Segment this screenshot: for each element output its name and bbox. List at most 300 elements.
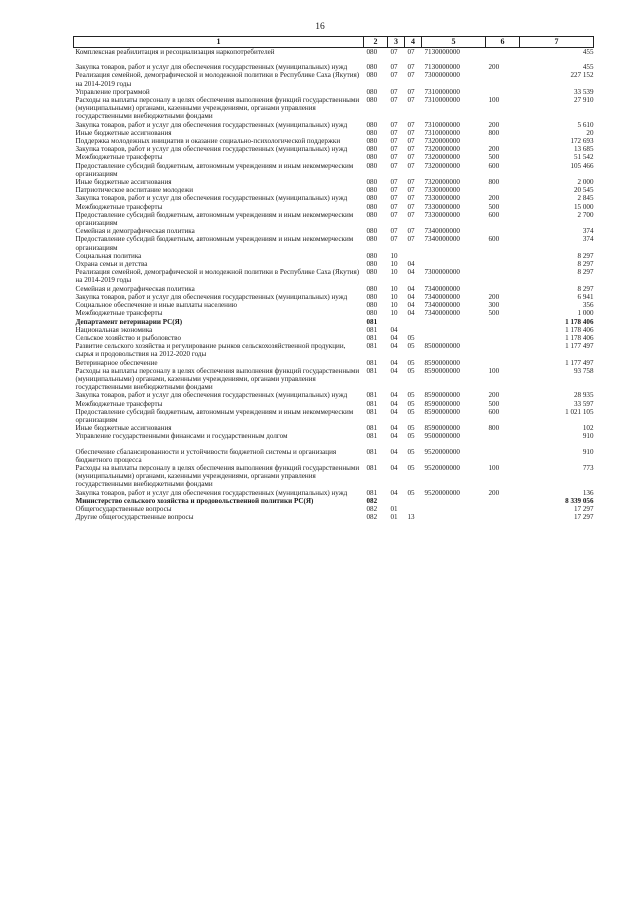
ministry-code-cell: 081 (366, 407, 378, 416)
ministry-code-cell: 081 (366, 432, 378, 441)
ministry-code-cell: 080 (366, 63, 378, 72)
target-article-cell (422, 505, 486, 513)
subsection-code-cell: 07 (407, 71, 415, 80)
subsection-code-cell (405, 252, 422, 260)
expense-name-cell: Межбюджетные трансферты (75, 202, 163, 211)
target-article-cell: 7340000000 (424, 301, 460, 310)
section-code-cell: 04 (390, 488, 398, 497)
table-row (74, 48, 594, 57)
amount-cell: 1 177 497 (565, 358, 594, 367)
target-article-cell: 7130000000 (424, 48, 460, 56)
subsection-code-cell: 04 (407, 292, 415, 301)
amount-cell: 6 941 (577, 292, 594, 301)
section-code-cell: 07 (390, 96, 398, 105)
table-row (74, 285, 594, 293)
amount-cell: 374 (582, 235, 594, 244)
subsection-code-cell: 07 (407, 120, 415, 129)
section-code-cell: 04 (390, 407, 398, 416)
table-row (74, 432, 594, 440)
ministry-code-cell: 080 (366, 161, 378, 170)
section-code-cell: 10 (390, 309, 398, 318)
expense-name-cell: Предоставление субсидий бюджетным, автономным учреждениям и иным некоммерческим организациям (75, 161, 354, 178)
expense-name-cell: Предоставление субсидий бюджетным, автономным учреждениям и иным некоммерческим организациям (75, 210, 354, 228)
expense-type-cell: 800 (488, 424, 500, 433)
expense-name-cell: Реализация семейной, демографической и молодежной политики в Республике Саха (Якутия) на 2014-2019 годы (75, 71, 360, 88)
header-col-7: 7 (520, 37, 594, 48)
expense-name-cell: Закупка товаров, работ и услуг для обеспечения государственных (муниципальных) нужд (75, 292, 348, 301)
expense-type-cell: 100 (488, 463, 500, 472)
table-row (74, 505, 594, 513)
table-row (74, 400, 594, 408)
subsection-code-cell: 05 (407, 407, 415, 416)
expense-name-cell: Иные бюджетные ассигнования (75, 424, 172, 433)
subsection-code-cell: 07 (407, 161, 415, 170)
ministry-code-cell: 080 (366, 268, 378, 277)
subsection-code-cell: 05 (407, 366, 415, 375)
subsection-code-cell: 04 (407, 284, 415, 293)
ministry-code-cell: 080 (366, 210, 378, 219)
subsection-code-cell: 04 (407, 268, 415, 277)
expense-type-cell (486, 432, 520, 440)
target-article-cell: 7130000000 (424, 63, 460, 72)
expense-type-cell: 100 (488, 96, 500, 105)
target-article-cell: 9520000000 (424, 463, 460, 472)
subsection-code-cell: 07 (407, 210, 415, 219)
section-code-cell: 07 (390, 202, 398, 211)
section-code-cell: 04 (390, 447, 398, 456)
ministry-code-cell: 081 (366, 399, 378, 408)
target-article-cell: 8500000000 (424, 342, 460, 351)
section-code-cell: 07 (390, 161, 398, 170)
target-article-cell: 9520000000 (424, 447, 460, 456)
subsection-code-cell (405, 318, 422, 326)
amount-cell: 20 (586, 128, 594, 137)
target-article-cell: 9520000000 (424, 488, 460, 497)
ministry-code-cell: 080 (366, 71, 378, 80)
expense-name-cell: Расходы на выплаты персоналу в целях обеспечения выполнения функций государственными (муниципальными) органами, казенными учреждениями, органами управления государственными внебюджетными фондами (75, 366, 360, 392)
expense-name-cell: Иные бюджетные ассигнования (75, 128, 172, 137)
section-code-cell: 04 (390, 463, 398, 472)
section-code-cell: 04 (390, 325, 398, 334)
target-article-cell: 7330000000 (424, 210, 460, 219)
expense-type-cell: 200 (488, 488, 500, 497)
table-row (74, 260, 594, 268)
subsection-code-cell: 04 (407, 301, 415, 310)
section-code-cell: 04 (390, 333, 398, 342)
table-row (74, 408, 594, 424)
ministry-code-cell: 081 (366, 447, 378, 456)
amount-cell: 20 545 (573, 186, 594, 195)
expense-type-cell: 200 (488, 194, 500, 203)
ministry-code-cell: 081 (366, 358, 378, 367)
subsection-code-cell: 07 (407, 96, 415, 105)
subsection-code-cell: 05 (407, 391, 415, 400)
table-row (74, 326, 594, 334)
section-code-cell: 07 (390, 178, 398, 187)
expense-name-cell: Расходы на выплаты персоналу в целях обеспечения выполнения функций государственными (муниципальными) органами, казенными учреждениями, органами управления государственными внебюджетными фондами (75, 96, 360, 121)
subsection-code-cell: 05 (407, 333, 415, 342)
target-article-cell (422, 326, 486, 334)
expense-type-cell: 500 (488, 309, 500, 318)
subsection-code-cell: 07 (407, 202, 415, 211)
ministry-code-cell: 080 (366, 235, 378, 244)
amount-cell: 17 297 (573, 513, 594, 522)
table-row (74, 424, 594, 432)
table-row (74, 268, 594, 284)
subsection-code-cell: 07 (407, 87, 415, 96)
subsection-code-cell: 05 (407, 342, 415, 351)
amount-cell: 1 178 406 (565, 333, 594, 342)
expense-name-cell: Департамент ветеринарии РС(Я) (75, 317, 183, 326)
target-article-cell (422, 497, 486, 505)
subsection-code-cell: 07 (407, 235, 415, 244)
amount-cell: 8 339 056 (565, 496, 594, 505)
expense-type-cell (486, 186, 520, 194)
amount-cell: 227 152 (570, 71, 594, 80)
ministry-code-cell: 080 (366, 186, 378, 195)
ministry-code-cell: 080 (366, 202, 378, 211)
expense-type-cell: 200 (488, 292, 500, 301)
ministry-code-cell: 080 (366, 284, 378, 293)
table-row (74, 186, 594, 194)
ministry-code-cell: 080 (366, 153, 378, 162)
target-article-cell: 7330000000 (424, 194, 460, 203)
header-col-5: 5 (422, 37, 486, 48)
amount-cell: 105 466 (570, 161, 594, 170)
expense-type-cell: 600 (488, 235, 500, 244)
subsection-code-cell: 07 (407, 194, 415, 203)
target-article-cell: 7340000000 (424, 309, 460, 318)
target-article-cell (422, 513, 486, 521)
budget-table (73, 36, 594, 521)
target-article-cell: 8590000000 (424, 391, 460, 400)
expense-name-cell: Закупка товаров, работ и услуг для обеспечения государственных (муниципальных) нужд (75, 391, 348, 400)
expense-type-cell (486, 260, 520, 268)
table-row (74, 129, 594, 137)
subsection-code-cell (405, 505, 422, 513)
amount-cell: 8 297 (577, 284, 594, 293)
amount-cell: 910 (582, 447, 594, 456)
section-code-cell: 10 (390, 284, 398, 293)
subsection-code-cell: 07 (407, 48, 415, 56)
expense-type-cell: 200 (488, 63, 500, 72)
expense-type-cell (486, 285, 520, 293)
expense-name-cell: Другие общегосударственные вопросы (75, 513, 194, 522)
ministry-code-cell: 081 (366, 325, 378, 334)
amount-cell: 5 610 (577, 120, 594, 129)
table-header (74, 37, 594, 48)
amount-cell: 2 000 (577, 178, 594, 187)
amount-cell: 51 542 (573, 153, 594, 162)
expense-type-cell: 500 (488, 202, 500, 211)
expense-name-cell: Предоставление субсидий бюджетным, автономным учреждениям и иным некоммерческим организациям (75, 235, 354, 252)
amount-cell: 8 297 (577, 268, 594, 277)
amount-cell: 136 (582, 488, 594, 497)
section-code-cell: 04 (390, 432, 398, 441)
amount-cell: 17 297 (573, 504, 594, 513)
target-article-cell: 7320000000 (424, 161, 460, 170)
table-row (74, 513, 594, 521)
target-article-cell (422, 318, 486, 326)
subsection-code-cell (405, 497, 422, 505)
target-article-cell: 8590000000 (424, 366, 460, 375)
expense-name-cell: Семейная и демографическая политика (75, 227, 195, 236)
subsection-code-cell: 07 (407, 186, 415, 195)
expense-type-cell (486, 334, 520, 342)
expense-name-cell: Ветеринарное обеспечение (75, 358, 158, 367)
subsection-code-cell: 07 (407, 63, 415, 72)
target-article-cell (422, 260, 486, 268)
expense-name-cell: Социальное обеспечение и иные выплаты населению (75, 301, 238, 310)
table-row (74, 227, 594, 235)
expense-type-cell (486, 71, 520, 87)
expense-type-cell (486, 505, 520, 513)
expense-type-cell: 200 (488, 391, 500, 400)
amount-cell: 33 539 (573, 87, 594, 96)
section-code-cell: 07 (390, 137, 398, 146)
table-row (74, 489, 594, 497)
header-col-3: 3 (388, 37, 405, 48)
target-article-cell: 7330000000 (424, 202, 460, 211)
subsection-code-cell: 05 (407, 358, 415, 367)
subsection-code-cell (405, 326, 422, 334)
amount-cell: 356 (582, 301, 594, 310)
section-code-cell: 07 (390, 63, 398, 72)
section-code-cell: 04 (390, 399, 398, 408)
amount-cell: 172 693 (570, 137, 594, 146)
expense-type-cell: 200 (488, 145, 500, 154)
expense-name-cell: Патриотическое воспитание молодежи (75, 186, 194, 195)
amount-cell: 8 297 (577, 260, 594, 269)
target-article-cell: 7340000000 (424, 235, 460, 244)
section-code-cell: 04 (390, 391, 398, 400)
table-row (74, 121, 594, 129)
target-article-cell: 7340000000 (424, 292, 460, 301)
expense-name-cell: Межбюджетные трансферты (75, 153, 163, 162)
expense-type-cell: 600 (488, 161, 500, 170)
subsection-code-cell: 05 (407, 447, 415, 456)
table-row (74, 252, 594, 260)
expense-name-cell: Межбюджетные трансферты (75, 399, 163, 408)
amount-cell: 93 758 (573, 366, 594, 375)
amount-cell: 374 (582, 227, 594, 236)
table-row (74, 497, 594, 505)
amount-cell: 33 597 (573, 399, 594, 408)
section-code-cell: 10 (390, 260, 398, 269)
ministry-code-cell: 080 (366, 120, 378, 129)
subsection-code-cell: 13 (407, 513, 415, 522)
amount-cell: 8 297 (577, 251, 594, 260)
target-article-cell: 7310000000 (424, 120, 460, 129)
expense-name-cell: Национальная экономика (75, 325, 153, 334)
table-row (74, 309, 594, 317)
subsection-code-cell: 07 (407, 178, 415, 187)
expense-name-cell: Министерство сельского хозяйства и продовольственной политики РС(Я) (75, 496, 314, 505)
target-article-cell: 7300000000 (424, 268, 460, 277)
page-number: 16 (315, 22, 325, 32)
header-col-4: 4 (405, 37, 422, 48)
expense-name-cell: Закупка товаров, работ и услуг для обеспечения государственных (муниципальных) нужд (75, 145, 348, 154)
section-code-cell: 01 (390, 513, 398, 522)
expense-type-cell: 500 (488, 399, 500, 408)
section-code-cell: 01 (390, 504, 398, 513)
table-row (74, 137, 594, 145)
table-row (74, 293, 594, 301)
table-row (74, 359, 594, 367)
ministry-code-cell: 080 (366, 96, 378, 105)
section-code-cell: 10 (390, 251, 398, 260)
target-article-cell: 7310000000 (424, 87, 460, 96)
target-article-cell: 7320000000 (424, 153, 460, 162)
ministry-code-cell: 082 (366, 496, 378, 505)
target-article-cell (422, 334, 486, 342)
expense-name-cell: Социальная политика (75, 251, 142, 260)
header-col-1: 1 (74, 37, 364, 48)
ministry-code-cell: 080 (366, 227, 378, 236)
expense-type-cell (486, 513, 520, 521)
table-row (74, 194, 594, 202)
table-row (74, 235, 594, 251)
expense-name-cell: Обеспечение сбалансированности и устойчивости бюджетной системы и организация бюджетного процесса (75, 447, 337, 464)
expense-name-cell: Управление программой (75, 87, 150, 96)
amount-cell: 2 845 (577, 194, 594, 203)
table-row (74, 71, 594, 87)
expense-name-cell: Комплексная реабилитация и ресоциализация наркопотребителей (75, 48, 275, 56)
target-article-cell: 7340000000 (424, 227, 460, 236)
table-row (74, 56, 594, 71)
table-row (74, 391, 594, 399)
subsection-code-cell: 04 (407, 260, 415, 269)
section-code-cell: 04 (390, 342, 398, 351)
ministry-code-cell: 081 (366, 342, 378, 351)
table-row (74, 203, 594, 211)
table-row (74, 334, 594, 342)
section-code-cell: 07 (390, 227, 398, 236)
expense-name-cell: Реализация семейной, демографической и молодежной политики в Республике Саха (Якутия) на 2014-2019 годы (75, 268, 360, 285)
ministry-code-cell: 081 (366, 333, 378, 342)
amount-cell: 1 000 (577, 309, 594, 318)
section-code-cell: 04 (390, 424, 398, 433)
ministry-code-cell: 080 (366, 194, 378, 203)
section-code-cell: 07 (390, 128, 398, 137)
subsection-code-cell: 07 (407, 145, 415, 154)
section-code-cell: 04 (390, 358, 398, 367)
expense-type-cell: 500 (488, 153, 500, 162)
section-code-cell: 07 (390, 210, 398, 219)
amount-cell: 28 935 (573, 391, 594, 400)
expense-name-cell: Закупка товаров, работ и услуг для обеспечения государственных (муниципальных) нужд (75, 194, 348, 203)
section-code-cell: 10 (390, 292, 398, 301)
section-code-cell: 07 (390, 235, 398, 244)
subsection-code-cell: 05 (407, 399, 415, 408)
amount-cell: 455 (582, 63, 594, 72)
ministry-code-cell: 081 (366, 463, 378, 472)
expense-name-cell: Развитие сельского хозяйства и регулирование рынков сельскохозяйственной продукции, сырья и продовольствия на 2012-2020 годы (75, 342, 346, 359)
target-article-cell: 8590000000 (424, 399, 460, 408)
ministry-code-cell: 080 (366, 292, 378, 301)
expense-name-cell: Иные бюджетные ассигнования (75, 178, 172, 187)
expense-type-cell (486, 441, 520, 464)
table-body (74, 48, 594, 522)
ministry-code-cell: 080 (366, 309, 378, 318)
expense-type-cell (486, 268, 520, 284)
section-code-cell (388, 318, 405, 326)
expense-type-cell (486, 326, 520, 334)
expense-name-cell: Семейная и демографическая политика (75, 284, 195, 293)
table-row (74, 342, 594, 358)
expense-name-cell: Закупка товаров, работ и услуг для обеспечения государственных (муниципальных) нужд (75, 63, 348, 72)
expense-type-cell: 200 (488, 120, 500, 129)
ministry-code-cell: 080 (366, 260, 378, 269)
amount-cell: 1 178 406 (565, 317, 594, 326)
expense-type-cell: 800 (488, 128, 500, 137)
expense-type-cell (486, 48, 520, 57)
target-article-cell (422, 252, 486, 260)
expense-type-cell: 600 (488, 407, 500, 416)
amount-cell: 1 177 497 (565, 342, 594, 351)
section-code-cell: 10 (390, 301, 398, 310)
ministry-code-cell: 080 (366, 301, 378, 310)
ministry-code-cell: 080 (366, 251, 378, 260)
section-code-cell: 07 (390, 48, 398, 56)
section-code-cell: 07 (390, 71, 398, 80)
amount-cell: 1 021 105 (565, 407, 594, 416)
expense-type-cell (486, 227, 520, 235)
subsection-code-cell: 05 (407, 432, 415, 441)
expense-name-cell: Сельское хозяйство и рыболовство (75, 333, 182, 342)
table-row (74, 96, 594, 121)
expense-type-cell (486, 497, 520, 505)
table-row (74, 145, 594, 153)
header-col-2: 2 (364, 37, 388, 48)
expense-type-cell (486, 88, 520, 96)
expense-type-cell (486, 318, 520, 326)
section-code-cell: 04 (390, 366, 398, 375)
target-article-cell: 9500000000 (424, 432, 460, 441)
table-row (74, 211, 594, 227)
subsection-code-cell: 07 (407, 227, 415, 236)
subsection-code-cell: 07 (407, 128, 415, 137)
expense-type-cell: 300 (488, 301, 500, 310)
section-code-cell: 10 (390, 268, 398, 277)
ministry-code-cell: 081 (366, 317, 378, 326)
expense-type-cell: 800 (488, 178, 500, 187)
header-col-6: 6 (486, 37, 520, 48)
amount-cell: 13 685 (573, 145, 594, 154)
target-article-cell: 8590000000 (424, 424, 460, 433)
amount-cell: 2 700 (577, 210, 594, 219)
amount-cell: 15 000 (573, 202, 594, 211)
amount-cell: 1 178 406 (565, 325, 594, 334)
expense-name-cell: Закупка товаров, работ и услуг для обеспечения государственных (муниципальных) нужд (75, 120, 348, 129)
table-row (74, 153, 594, 161)
target-article-cell: 7340000000 (424, 284, 460, 293)
section-code-cell: 07 (390, 153, 398, 162)
ministry-code-cell: 080 (366, 137, 378, 146)
ministry-code-cell: 080 (366, 48, 378, 56)
amount-cell: 773 (582, 463, 594, 472)
ministry-code-cell: 080 (366, 128, 378, 137)
ministry-code-cell: 080 (366, 178, 378, 187)
column-number-row (74, 37, 594, 48)
ministry-code-cell: 081 (366, 488, 378, 497)
ministry-code-cell: 082 (366, 513, 378, 522)
target-article-cell: 7320000000 (424, 178, 460, 187)
table-row (74, 301, 594, 309)
expense-type-cell (486, 342, 520, 358)
target-article-cell: 7320000000 (424, 145, 460, 154)
expense-name-cell: Охрана семьи и детства (75, 260, 148, 269)
